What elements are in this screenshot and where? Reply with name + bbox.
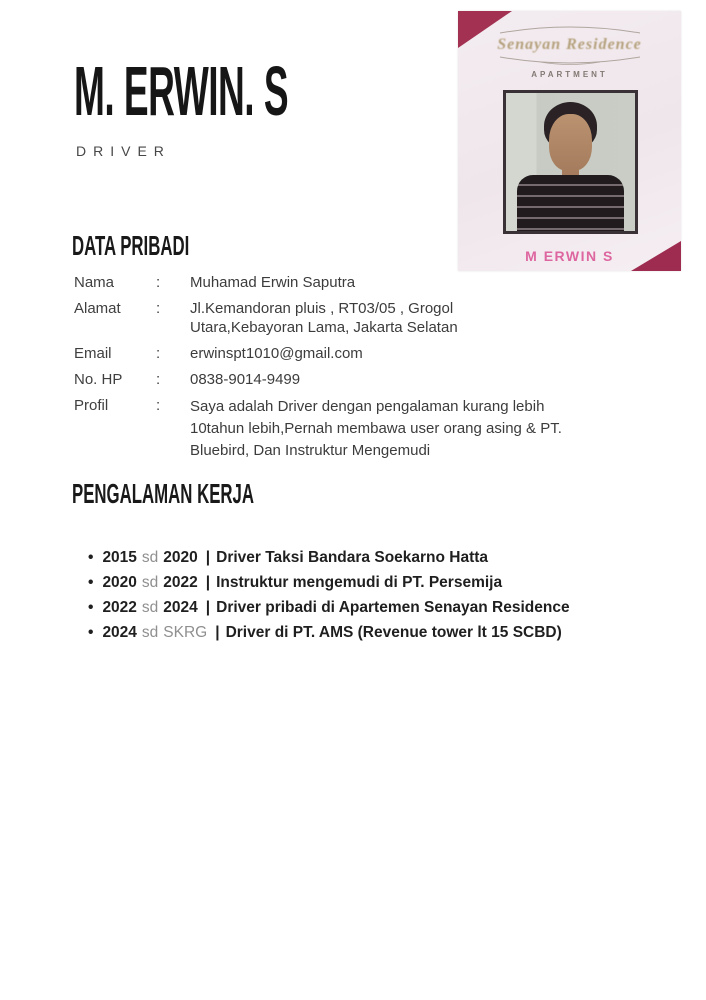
bullet-icon: • bbox=[88, 574, 94, 591]
experience-divider: | bbox=[215, 624, 220, 641]
experience-range-word: sd bbox=[141, 624, 159, 641]
page-title: M. ERWIN. S bbox=[74, 52, 289, 130]
field-value: 0838-9014-9499 bbox=[190, 371, 301, 388]
badge-logo bbox=[458, 25, 681, 79]
personal-row-profil bbox=[74, 395, 594, 462]
field-label: Alamat bbox=[74, 300, 121, 317]
experience-range-word: sd bbox=[141, 574, 159, 591]
field-value: erwinspt1010@gmail.com bbox=[190, 345, 363, 362]
experience-item bbox=[88, 624, 648, 642]
experience-year-to: 2024 bbox=[163, 599, 198, 616]
field-separator: : bbox=[156, 371, 161, 388]
experience-year-to: 2020 bbox=[163, 549, 198, 566]
flourish-bottom-icon bbox=[495, 55, 645, 65]
bullet-icon: • bbox=[88, 599, 94, 616]
field-separator: : bbox=[156, 397, 161, 414]
field-value: Jl.Kemandoran pluis , RT03/05 , Grogol Utara,Kebayoran Lama, Jakarta Selatan bbox=[190, 300, 458, 336]
personal-row-nohp bbox=[74, 369, 594, 389]
field-label: Nama bbox=[74, 274, 115, 291]
portrait-striped-shirt bbox=[517, 175, 624, 233]
section-title-data-pribadi: DATA PRIBADI bbox=[72, 230, 190, 261]
experience-description: Driver di PT. AMS (Revenue tower lt 15 SCBD) bbox=[225, 624, 562, 641]
experience-description: Driver pribadi di Apartemen Senayan Residence bbox=[216, 599, 570, 616]
experience-divider: | bbox=[205, 599, 211, 616]
experience-year-from: 2022 bbox=[102, 599, 137, 616]
badge-logo-script: Senayan Residence bbox=[497, 36, 642, 53]
job-role-subtitle: DRIVER bbox=[76, 143, 171, 159]
section-title-pengalaman-kerja: PENGALAMAN KERJA bbox=[72, 478, 255, 509]
field-label: No. HP bbox=[74, 371, 123, 388]
field-value: Muhamad Erwin Saputra bbox=[190, 274, 356, 291]
experience-list bbox=[88, 549, 648, 649]
personal-row-alamat bbox=[74, 298, 594, 337]
experience-year-to: 2022 bbox=[163, 574, 198, 591]
field-separator: : bbox=[156, 345, 161, 362]
experience-year-to: SKRG bbox=[163, 624, 208, 641]
experience-divider: | bbox=[205, 549, 211, 566]
experience-description: Instruktur mengemudi di PT. Persemija bbox=[216, 574, 503, 591]
experience-divider: | bbox=[205, 574, 211, 591]
flourish-top-icon bbox=[495, 25, 645, 35]
portrait-face bbox=[549, 114, 592, 171]
field-label: Profil bbox=[74, 397, 109, 414]
field-value: Saya adalah Driver dengan pengalaman kurang lebih 10tahun lebih,Pernah membawa user orang asing & PT. Bluebird, Dan Instruktur Mengemudi bbox=[190, 398, 562, 459]
experience-item bbox=[88, 574, 648, 592]
bullet-icon: • bbox=[88, 624, 94, 641]
experience-year-from: 2015 bbox=[102, 549, 137, 566]
experience-range-word: sd bbox=[141, 549, 159, 566]
experience-range-word: sd bbox=[141, 599, 159, 616]
badge-name-caption: M ERWIN S bbox=[525, 248, 614, 264]
id-badge-photo bbox=[458, 11, 681, 271]
bullet-icon: • bbox=[88, 549, 94, 566]
personal-row-email bbox=[74, 343, 594, 363]
personal-row-nama bbox=[74, 272, 594, 292]
portrait-photo bbox=[503, 90, 638, 234]
personal-data-table bbox=[74, 272, 594, 468]
experience-item bbox=[88, 599, 648, 617]
badge-logo-subtext: APARTMENT bbox=[531, 70, 608, 79]
experience-year-from: 2020 bbox=[102, 574, 137, 591]
field-separator: : bbox=[156, 300, 161, 317]
field-separator: : bbox=[156, 274, 161, 291]
field-label: Email bbox=[74, 345, 112, 362]
experience-description: Driver Taksi Bandara Soekarno Hatta bbox=[216, 549, 489, 566]
experience-year-from: 2024 bbox=[102, 624, 137, 641]
experience-item bbox=[88, 549, 648, 567]
